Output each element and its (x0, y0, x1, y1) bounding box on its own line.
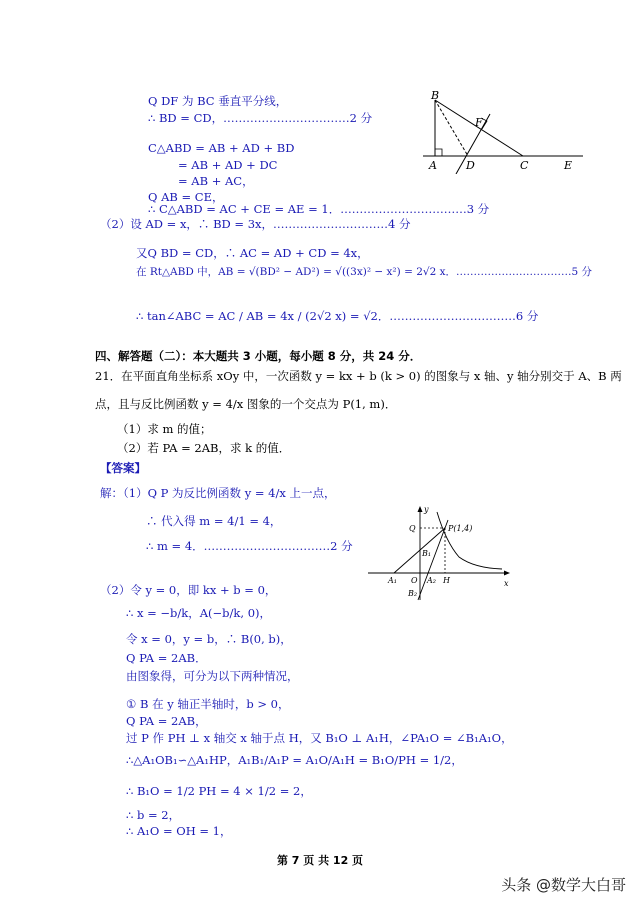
x-axis-arrow (504, 571, 510, 576)
text-line: 又Q BD = CD，∴ AC = AD + CD = 4x， (136, 246, 369, 260)
section-heading: 四、解答题（二）：本大题共 3 小题，每小题 8 分，共 24 分． (95, 349, 422, 363)
label-q: Q (409, 524, 416, 533)
text-line: Q PA = 2AB， (126, 714, 207, 728)
text-line: ∴ C△ABD = AC + CE = AE = 1．……………………………3 分 (148, 202, 490, 216)
text-line: ∴△A₁OB₁∽△A₁HP，A₁B₁/A₁P = A₁O/A₁H = B₁O/PH = 1/2， (126, 753, 463, 767)
text-line: ∴ B₁O = 1/2 PH = 4 × 1/2 = 2， (126, 784, 312, 798)
label-b2: B₂ (408, 589, 418, 598)
label-b: B (431, 89, 440, 102)
text-line: ∴ A₁O = OH = 1， (126, 824, 232, 838)
text-line: ∴ b = 2， (126, 808, 181, 822)
line-b2p (418, 520, 448, 600)
label-c: C (520, 159, 529, 172)
problem-text: 21．在平面直角坐标系 xOy 中，一次函数 y = kx + b (k > 0) 的图象与 x 轴、y 轴分别交于 A、B 两 (95, 369, 622, 383)
text-line: Q PA = 2AB． (126, 651, 207, 665)
text-line: 解：（1）Q P 为反比例函数 y = 4/x 上一点， (100, 486, 336, 500)
label-a2: A₂ (427, 576, 436, 585)
label-d: D (466, 159, 475, 172)
label-o: O (411, 576, 418, 585)
label-f: F (475, 116, 483, 129)
text-line: 过 P 作 PH ⊥ x 轴交 x 轴于点 H，又 B₁O ⊥ A₁H，∠PA₁O = ∠B₁A₁O， (126, 731, 513, 745)
segment-bd (435, 100, 468, 156)
problem-text: 点，且与反比例函数 y = 4/x 图象的一个交点为 P(1, m)． (95, 397, 397, 411)
text-line: ∴ BD = CD，……………………………2 分 (148, 111, 373, 125)
text-line: ∴ 代入得 m = 4/1 = 4， (146, 514, 282, 528)
label-h: H (443, 576, 450, 585)
text-line: C△ABD = AB + AD + BD (148, 141, 295, 155)
problem-text: （2）若 PA = 2AB，求 k 的值． (117, 441, 291, 455)
text-line: （2）设 AD = x，∴ BD = 3x，…………………………4 分 (100, 217, 411, 231)
text-line: = AB + AD + DC (178, 158, 278, 172)
text-line: ∴ tan∠ABC = AC / AB = 4x / (2√2 x) = √2．……………………………6 分 (136, 309, 539, 323)
text-line: （2）令 y = 0，即 kx + b = 0， (100, 583, 277, 597)
text-line: = AB + AC， (178, 174, 254, 188)
text-line: Q DF 为 BC 垂直平分线， (148, 94, 288, 108)
watermark: 头条 @数学大白哥 (501, 876, 626, 894)
coordinate-figure (364, 502, 514, 602)
line-a1p (394, 528, 445, 573)
text-line: ∴ x = −b/k，A(−b/k, 0)， (126, 606, 271, 620)
text-line: 令 x = 0，y = b，∴ B(0, b)， (126, 632, 292, 646)
hyperbola-curve (437, 512, 502, 569)
label-p: P(1,4) (448, 524, 473, 533)
y-axis-arrow (418, 506, 423, 512)
text-line: 在 Rt△ABD 中，AB = √(BD² − AD²) = √((3x)² − x²) = 2√2 x．……………………………5 分 (136, 266, 593, 278)
label-a1: A₁ (388, 576, 397, 585)
label-x: x (504, 579, 509, 588)
text-line: 由图象得，可分为以下两种情况， (126, 669, 299, 683)
label-e: E (564, 159, 573, 172)
problem-text: （1）求 m 的值； (117, 422, 212, 436)
text-line: ① B 在 y 轴正半轴时，b > 0， (126, 697, 290, 711)
page-footer: 第 7 页 共 12 页 (276, 854, 364, 867)
label-a: A (429, 159, 437, 172)
text-line: Q AB = CE， (148, 190, 224, 204)
text-line: ∴ m = 4．……………………………2 分 (146, 539, 353, 553)
answer-heading: 【答案】 (100, 461, 146, 475)
label-b1: B₁ (422, 549, 432, 558)
right-angle-a (435, 149, 442, 156)
triangle-figure (418, 88, 588, 174)
label-y: y (424, 505, 429, 514)
